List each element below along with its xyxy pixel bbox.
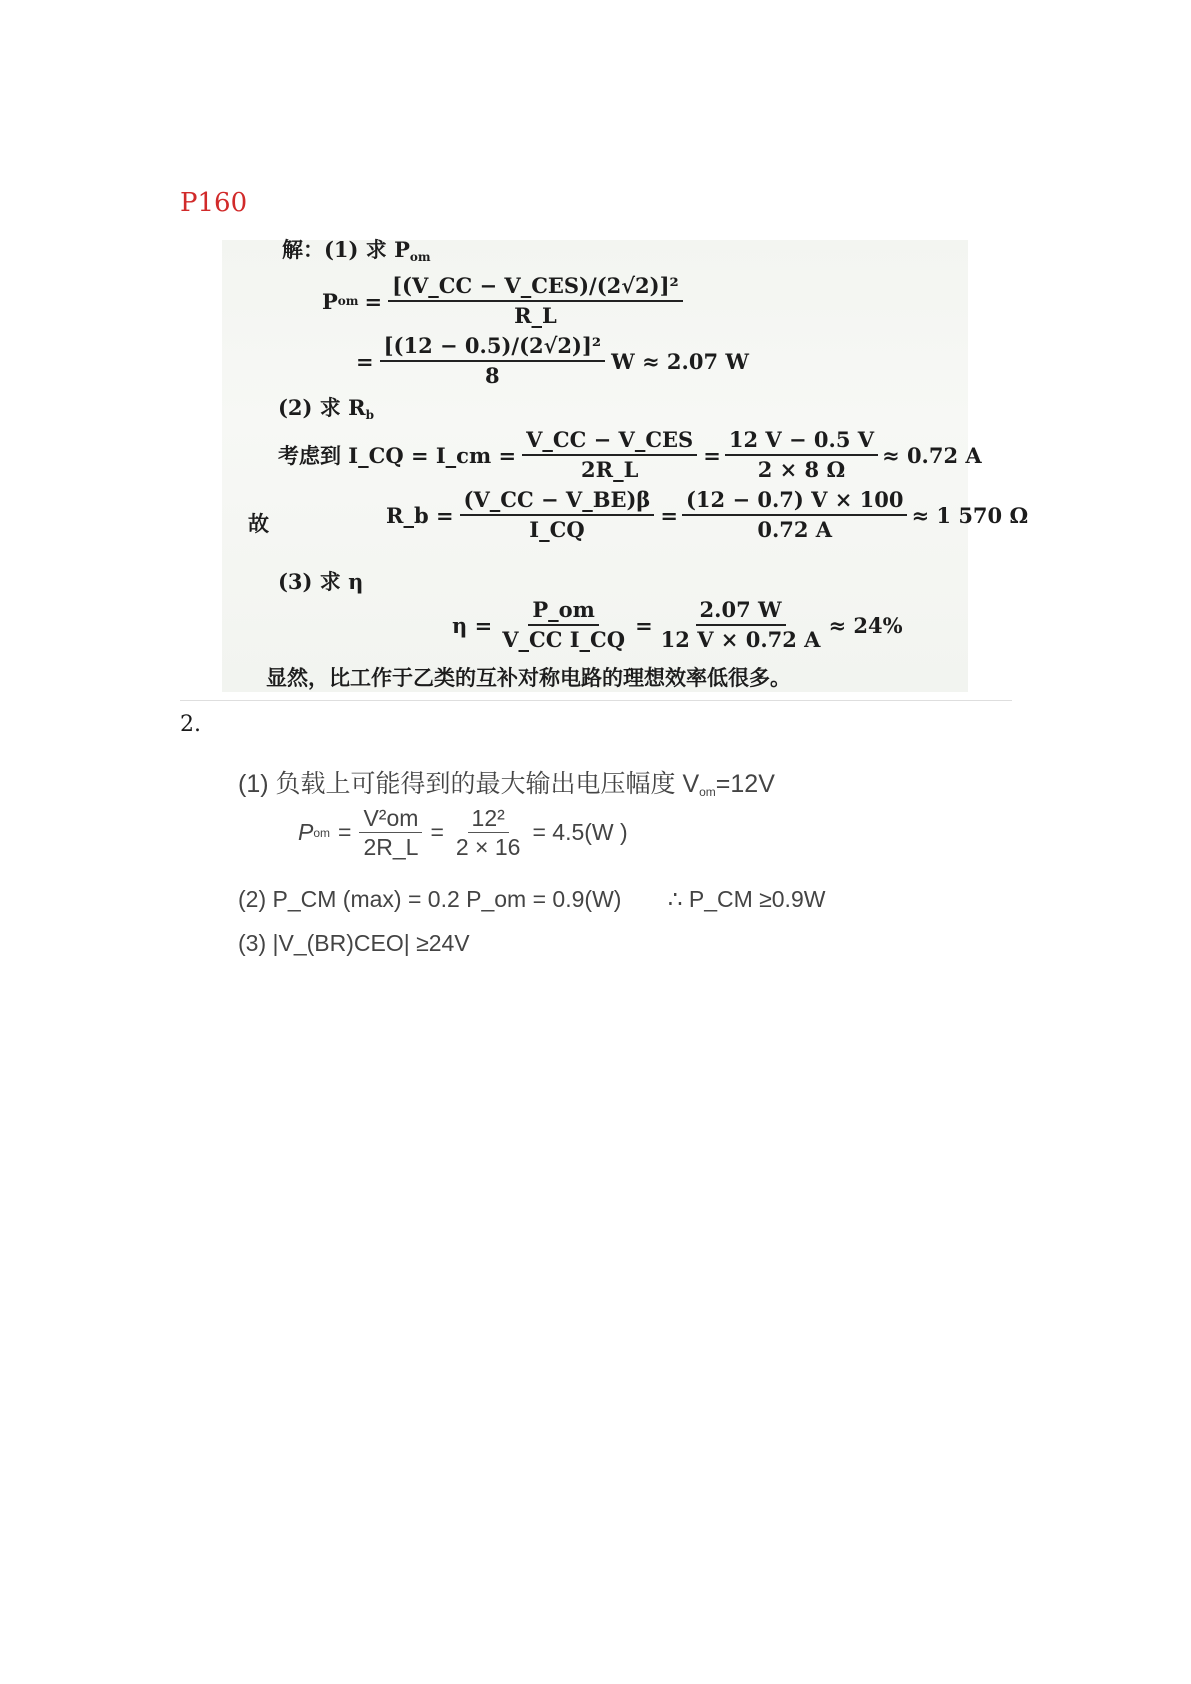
rb-calc-num: (12 − 0.7) V × 100 <box>682 486 908 516</box>
section-divider <box>180 700 1012 701</box>
p2-line3: (3) |V_(BR)CEO| ≥24V <box>238 930 470 956</box>
solution-scan-2 <box>232 752 872 972</box>
eta-fraction <box>498 596 629 654</box>
p2-pom-num: V²om <box>359 804 422 833</box>
solution-scan-1 <box>222 237 1029 692</box>
p2-pom-calc-den: 2 × 16 <box>455 834 521 860</box>
page-reference: P160 <box>180 188 248 218</box>
pom-calculation: = $\frac{\text{[(12 − 0.5)/(2√2)]²}}{8}$ W ≈ 2.07 W <box>356 333 749 388</box>
rb-formula: R_b = $\frac{(V\_CC - V\_BE)\beta}{I\_CQ}$ = $\frac{(12 - 0.7) V \times 100}{0.72 A}$ ≈ 1 570 Ω <box>386 487 1029 542</box>
problem2-number: 2. <box>180 712 201 737</box>
rb-fraction <box>460 486 655 544</box>
p2-pom-calc-fraction <box>452 804 525 861</box>
eta-calc-den: 12 V × 0.72 A <box>660 627 821 652</box>
eta-result: ≈ 24% <box>828 612 903 638</box>
therefore-label: 故 <box>248 511 269 536</box>
pom-result: W ≈ 2.07 W <box>611 348 749 374</box>
pom-calc-fraction <box>380 332 606 390</box>
rb-den: I_CQ <box>529 517 585 542</box>
p2-line1 <box>238 764 775 800</box>
pom-fraction-den: R_L <box>514 303 557 328</box>
icq-num: V_CC − V_CES <box>522 426 697 456</box>
p2-pom-den: 2R_L <box>363 834 419 860</box>
pom-calc-num: [(12 − 0.5)/(2√2)]² <box>380 332 606 362</box>
pom-formula: P om = $\frac{\text{[(V\_CC − V\_CES)/(2√2)]²}}{R\_L}$ <box>322 272 683 330</box>
rb-calc-den: 0.72 A <box>757 517 833 542</box>
p2-line2-conclusion: ∴ P_CM ≥0.9W <box>667 886 826 912</box>
eta-calc-fraction <box>657 596 825 654</box>
eta-den: V_CC I_CQ <box>502 627 626 652</box>
p2-pom-label: P <box>298 819 314 845</box>
icq-result: ≈ 0.72 A <box>882 442 982 468</box>
p2-pom-result: = 4.5(W ) <box>532 819 628 845</box>
p2-pom-calc-num: 12² <box>468 804 509 833</box>
rb-calc-fraction <box>682 486 908 544</box>
rb-num: (V_CC − V_BE)β <box>460 486 655 516</box>
step3-header: (3) 求 η <box>278 569 364 594</box>
rb-label: R_b = <box>386 502 454 528</box>
step2-header <box>278 392 374 422</box>
pom-fraction-num: [(V_CC − V_CES)/(2√2)]² <box>388 272 683 302</box>
pom-label: P <box>322 288 338 314</box>
icq-calc-num: 12 V − 0.5 V <box>725 426 878 456</box>
step2-header-sub: b <box>365 408 374 422</box>
step1-header-text: 解：(1) 求 P <box>282 237 410 262</box>
p2-pom-formula: P om = $\frac{\text{V²om}}{2R\_L}$ = $\frac{\text{12²}}{2 \times 16}$ = 4.5(W ) <box>298 805 628 860</box>
pom-label-sub: om <box>337 294 359 308</box>
icq-calc-den: 2 × 8 Ω <box>757 457 846 482</box>
icq-formula: 考虑到 I_CQ = I_cm = $\frac{\text{V\_CC − V\_CES}}{2R\_L}$ = $\frac{12 V - 0.5 V}{2 \times 8 \Omega}$ ≈ 0.72 A <box>278 427 982 482</box>
pom-fraction <box>388 272 683 330</box>
rb-result: ≈ 1 570 Ω <box>911 502 1029 528</box>
step2-header-text: (2) 求 R <box>278 395 366 420</box>
icq-den: 2R_L <box>581 457 639 482</box>
p2-pom-fraction <box>359 804 422 861</box>
p2-line1-text: (1) 负载上可能得到的最大输出电压幅度 V <box>238 770 700 798</box>
p2-pom-sub: om <box>313 825 331 840</box>
p2-line1-sub: om <box>699 785 716 799</box>
eta-label: η = <box>452 612 493 638</box>
icq-calc-fraction <box>725 426 878 484</box>
eta-calc-num: 2.07 W <box>696 596 786 626</box>
step1-header <box>282 234 431 264</box>
pom-calc-den: 8 <box>485 363 500 388</box>
icq-fraction <box>522 426 697 484</box>
step1-header-sub: om <box>409 250 431 264</box>
p2-line1-value: =12V <box>715 770 775 798</box>
eta-formula: η = $\frac{P\_om}{\text{V\_CC I\_CQ}}$ = $\frac{2.07 W}{12 V \times 0.72 A}$ ≈ 24% <box>452 597 903 652</box>
eta-num: P_om <box>528 596 599 626</box>
p2-line2-text: (2) P_CM (max) = 0.2 P_om = 0.9(W) <box>238 886 622 912</box>
conclusion: 显然，比工作于乙类的互补对称电路的理想效率低很多。 <box>266 665 791 690</box>
consider-prefix: 考虑到 I_CQ = I_cm = <box>278 443 517 468</box>
p2-line2 <box>238 886 825 913</box>
